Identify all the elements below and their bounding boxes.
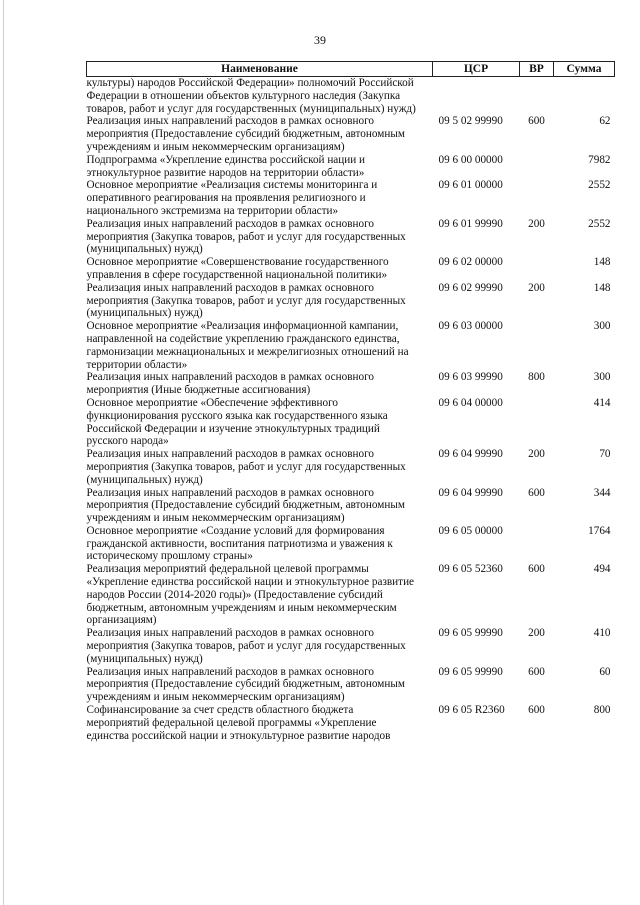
row-vr: 800	[528, 371, 545, 384]
row-csr: 09 6 04 99990	[438, 448, 503, 461]
row-vr: 600	[528, 486, 545, 499]
row-name: Основное мероприятие «Совершенствование государственного управления в сфере государственной национальной политики»	[86, 256, 389, 281]
row-csr: 09 6 05 R2360	[438, 704, 505, 717]
row-name: культуры) народов Российской Федерации» полномочий Российской Федерации в отношении объектов культурного наследия (Закупка товаров, работ и услуг для государственных (муниципальных) нужд)	[86, 77, 416, 115]
row-name: Реализация мероприятий федеральной целевой программы «Укрепление единства российской нации и этнокультурное развитие народов России (2014-2020 годы)» (Предоставление субсидий бюджетным, автономным учреждениям и иным некоммерческим организациям)	[86, 563, 415, 627]
row-name: Реализация иных направлений расходов в рамках основного мероприятия (Предоставление субсидий бюджетным, автономным учреждениям и иным некоммерческим организациям)	[86, 665, 405, 704]
row-name: Реализация иных направлений расходов в рамках основного мероприятия (Закупка товаров, работ и услуг для государственных (муниципальных) нужд)	[86, 627, 406, 665]
row-sum: 300	[593, 320, 611, 333]
row-sum	[554, 77, 615, 116]
table-row	[87, 256, 615, 282]
table-row	[87, 397, 615, 448]
row-sum: 300	[593, 371, 611, 384]
row-vr: 600	[528, 563, 545, 576]
row-name: Реализация иных направлений расходов в рамках основного мероприятия (Предоставление субсидий бюджетным, автономным учреждениям и иным некоммерческим организациям)	[86, 115, 405, 153]
row-vr	[520, 397, 554, 448]
table-row	[87, 218, 615, 256]
row-csr: 09 6 05 00000	[438, 524, 503, 537]
row-name: Основное мероприятие «Реализация информационной кампании, направленной на содействие укреплению гражданского единства, гармонизации межнациональных и межрелигиозных отношений на территории области»	[86, 320, 409, 371]
row-vr: 200	[528, 281, 545, 294]
row-name: Реализация иных направлений расходов в рамках основного мероприятия (Закупка товаров, работ и услуг для государственных (муниципальных) нужд)	[86, 281, 406, 320]
row-sum: 410	[593, 627, 611, 640]
row-name: Реализация иных направлений расходов в рамках основного мероприятия (Предоставление субсидий бюджетным, автономным учреждениям и иным некоммерческим организациям)	[86, 486, 405, 525]
table-body	[87, 77, 615, 743]
row-name: Реализация иных направлений расходов в рамках основного мероприятия (Закупка товаров, работ и услуг для государственных (муниципальных) нужд)	[86, 217, 406, 256]
row-csr	[433, 77, 520, 116]
row-sum: 414	[593, 396, 611, 409]
row-name: Реализация иных направлений расходов в рамках основного мероприятия (Закупка товаров, работ и услуг для государственных (муниципальных) нужд)	[86, 448, 406, 486]
row-name: Основное мероприятие «Обеспечение эффективного функционирования русского языка как государственного языка Российской Федерации и изучение этнокультурных традиций русского народа»	[86, 396, 388, 448]
header-name: Наименование	[87, 62, 433, 77]
row-csr: 09 6 04 00000	[438, 396, 503, 409]
row-vr	[520, 525, 554, 563]
row-csr: 09 6 03 99990	[438, 371, 503, 384]
row-sum: 494	[593, 563, 611, 576]
row-sum: 1764	[588, 524, 611, 537]
row-csr: 09 6 04 99990	[438, 486, 503, 499]
row-csr: 09 6 02 99990	[438, 281, 503, 294]
row-sum: 148	[593, 256, 611, 269]
table-row	[87, 115, 615, 153]
row-vr	[520, 256, 554, 282]
row-csr: 09 6 05 99990	[438, 665, 503, 678]
row-sum: 2552	[588, 217, 611, 230]
row-csr: 09 6 01 99990	[438, 217, 503, 230]
row-sum: 800	[593, 704, 611, 717]
row-sum: 60	[599, 665, 611, 678]
page-number: 39	[314, 33, 326, 47]
row-sum: 2552	[588, 179, 611, 192]
row-csr: 09 6 03 00000	[438, 320, 503, 333]
row-sum: 148	[593, 281, 611, 294]
table-row	[87, 704, 615, 742]
row-vr: 600	[528, 704, 545, 717]
row-csr: 09 6 02 00000	[438, 256, 503, 269]
row-name: Реализация иных направлений расходов в рамках основного мероприятия (Иные бюджетные ассигнования)	[86, 371, 374, 397]
table-row	[87, 666, 615, 704]
table-row	[87, 371, 615, 397]
row-sum: 344	[593, 486, 611, 499]
table-row	[87, 282, 615, 320]
table-row	[87, 77, 615, 116]
table-row	[87, 179, 615, 217]
row-vr: 600	[528, 115, 545, 128]
row-sum: 62	[599, 115, 611, 128]
row-name: Основное мероприятие «Создание условий для формирования гражданской активности, воспитания патриотизма и уважения к историческому прошлому страны»	[86, 524, 393, 563]
row-vr: 600	[528, 665, 545, 678]
row-name: Софинансирование за счет средств областного бюджета мероприятий федеральной целевой программы «Укрепление единства российской нации и этнокультурное развитие народов	[86, 704, 391, 742]
budget-table	[86, 61, 615, 742]
row-vr: 200	[528, 448, 545, 461]
row-name: Основное мероприятие «Реализация системы мониторинга и оперативного реагирования на проявления религиозного и национального экстремизма на территории области»	[86, 179, 378, 217]
table-row	[87, 448, 615, 486]
row-vr: 200	[528, 217, 545, 230]
row-csr: 09 6 05 99990	[438, 627, 503, 640]
row-vr	[520, 77, 554, 116]
table-row	[87, 154, 615, 180]
table-row	[87, 487, 615, 525]
row-csr: 09 6 01 00000	[438, 179, 503, 192]
header-vr: ВР	[520, 62, 554, 77]
table-row	[87, 320, 615, 371]
header-csr: ЦСР	[433, 62, 520, 77]
table-row	[87, 525, 615, 563]
row-vr	[520, 320, 554, 371]
row-name: Подпрограмма «Укрепление единства российской нации и этнокультурное развитие народов на территории области»	[86, 153, 366, 179]
table-header-row	[87, 62, 615, 77]
row-sum: 70	[599, 448, 611, 461]
row-sum: 7982	[588, 153, 611, 166]
row-vr	[520, 179, 554, 217]
row-vr: 200	[528, 627, 545, 640]
row-csr: 09 6 05 52360	[438, 563, 503, 576]
scan-edge-mark	[3, 0, 4, 905]
table-row	[87, 563, 615, 627]
row-vr	[520, 154, 554, 180]
row-csr: 09 6 00 00000	[438, 153, 503, 166]
row-csr: 09 5 02 99990	[438, 115, 503, 128]
header-sum: Сумма	[554, 62, 615, 77]
table-row	[87, 627, 615, 665]
